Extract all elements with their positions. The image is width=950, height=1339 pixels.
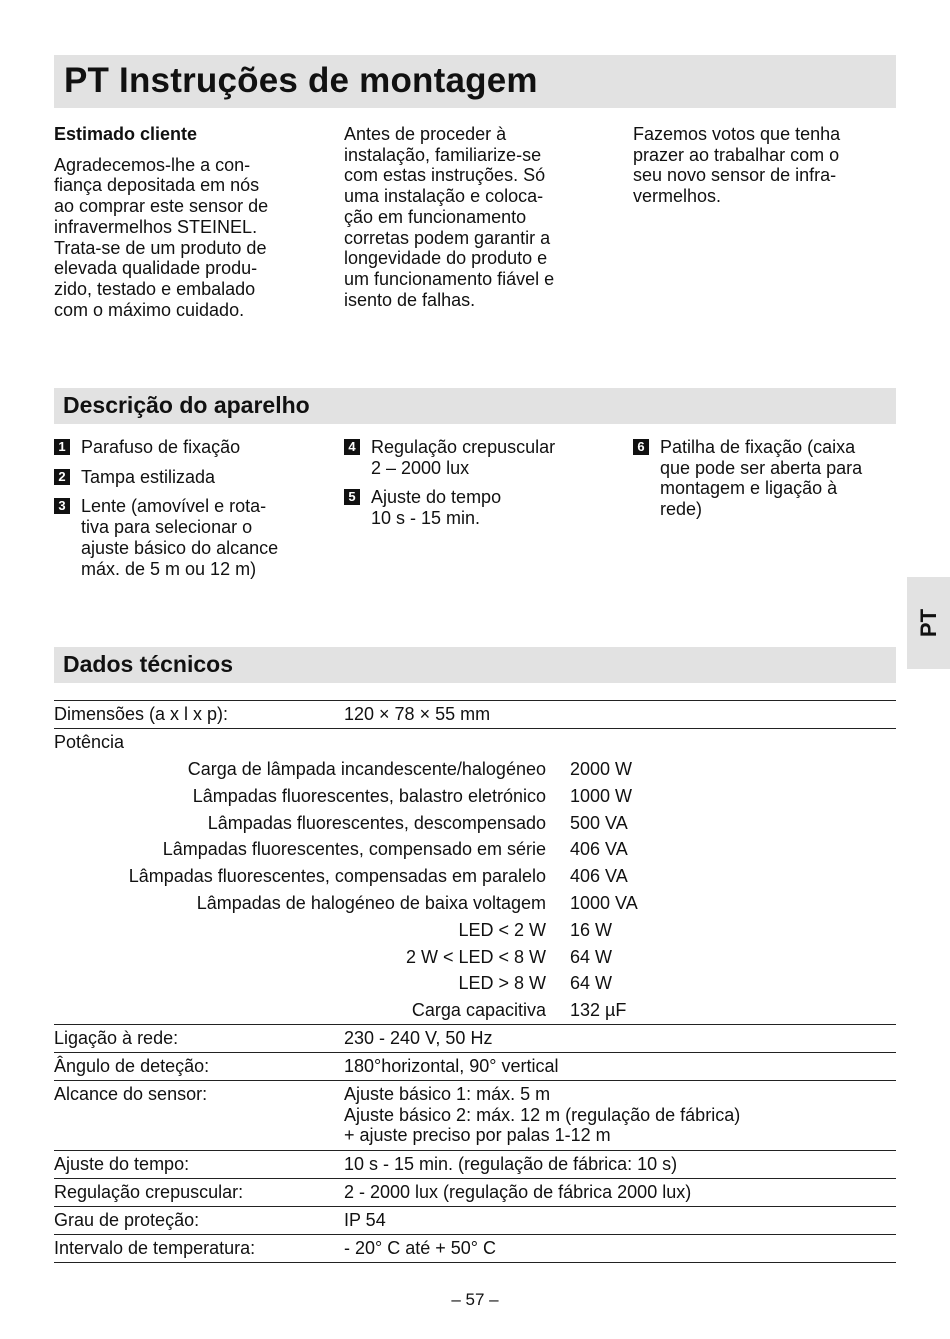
description-item	[633, 437, 903, 520]
description-item	[54, 496, 324, 579]
intro-line: infravermelhos STEINEL.	[54, 216, 258, 237]
technical-row	[54, 700, 896, 728]
intro-line: com o máximo cuidado.	[54, 299, 245, 320]
description-item	[54, 467, 324, 488]
technical-row	[54, 863, 896, 890]
technical-value-line: 406 VA	[570, 839, 628, 860]
technical-row-label: Lâmpadas fluorescentes, descompensado	[207, 812, 546, 833]
intro-text-2	[344, 124, 614, 310]
technical-row-label: Lâmpadas fluorescentes, compensado em série	[162, 839, 546, 860]
technical-section-band	[54, 647, 896, 683]
technical-value-line: 2 - 2000 lux (regulação de fábrica 2000 lux)	[344, 1182, 692, 1203]
technical-row-label: Alcance do sensor:	[54, 1083, 208, 1104]
technical-row-value	[570, 866, 628, 887]
item-number-badge: 1	[54, 439, 70, 455]
technical-row-label: Ângulo de deteção:	[54, 1055, 210, 1076]
technical-value-line: Ajuste básico 2: máx. 12 m (regulação de fábrica)	[344, 1104, 741, 1125]
technical-row-label: Dimensões (a x l x p):	[54, 704, 229, 724]
technical-row	[54, 836, 896, 863]
description-item-line: Patilha de fixação (caixa	[660, 437, 856, 457]
intro-line: Antes de proceder à	[344, 124, 507, 144]
description-item-line: máx. de 5 m ou 12 m)	[81, 558, 257, 579]
technical-value-line: - 20° C até + 50° C	[344, 1238, 496, 1259]
technical-row	[54, 810, 896, 837]
technical-row-value	[344, 1154, 677, 1175]
item-number-badge: 2	[54, 469, 70, 485]
technical-data-table	[54, 700, 896, 1263]
language-side-tab	[907, 577, 950, 669]
technical-value-line: 64 W	[570, 973, 613, 994]
technical-row-label: Lâmpadas fluorescentes, balastro eletrónico	[192, 785, 546, 806]
description-column-2	[344, 437, 614, 538]
description-item-line: Tampa estilizada	[81, 466, 216, 487]
technical-row-value	[344, 1028, 492, 1049]
technical-row	[54, 970, 896, 997]
description-item-line: rede)	[660, 499, 703, 520]
description-column-1	[54, 437, 324, 588]
technical-row	[54, 917, 896, 944]
technical-row	[54, 1150, 896, 1178]
technical-row	[54, 997, 896, 1024]
intro-line: elevada qualidade produ-	[54, 258, 258, 279]
technical-value-line: 120 × 78 × 55 mm	[344, 704, 491, 724]
technical-row-value	[570, 893, 638, 914]
description-item-line: 10 s - 15 min.	[371, 508, 481, 529]
description-item	[344, 437, 614, 478]
description-item-line: 2 – 2000 lux	[371, 457, 470, 478]
technical-value-line: Ajuste básico 1: máx. 5 m	[344, 1083, 551, 1104]
technical-title: Dados técnicos	[63, 651, 233, 677]
technical-value-line: 406 VA	[570, 866, 628, 887]
intro-line: uma instalação e coloca-	[344, 186, 544, 207]
technical-row	[54, 1178, 896, 1206]
technical-row	[54, 890, 896, 917]
intro-line: com estas instruções. Só	[344, 165, 546, 186]
technical-row	[54, 783, 896, 810]
description-item	[54, 437, 324, 458]
technical-row-label: Ligação à rede:	[54, 1027, 179, 1048]
description-item-line: que pode ser aberta para	[660, 457, 863, 478]
item-number-badge: 4	[344, 439, 360, 455]
intro-line: prazer ao trabalhar com o	[633, 144, 840, 165]
description-item-line: Ajuste do tempo	[371, 487, 502, 508]
technical-row	[54, 728, 896, 756]
page-title: PT Instruções de montagem	[64, 61, 538, 100]
intro-text-1	[54, 155, 324, 321]
intro-line: um funcionamento fiável e	[344, 268, 555, 289]
technical-row-label: 2 W < LED < 8 W	[405, 946, 546, 967]
intro-line: ção em funcionamento	[344, 206, 527, 227]
item-number-badge: 6	[633, 439, 649, 455]
technical-row-value	[344, 1056, 559, 1077]
technical-value-line: 1000 VA	[570, 892, 638, 913]
intro-line: longevidade do produto e	[344, 248, 548, 269]
intro-line: Agradecemos-lhe a con-	[54, 154, 251, 175]
description-item-line: tiva para selecionar o	[81, 517, 253, 538]
intro-column-2	[344, 124, 614, 310]
technical-value-line: IP 54	[344, 1210, 386, 1231]
description-item-line: Regulação crepuscular	[371, 437, 556, 457]
technical-row-label: LED < 2 W	[458, 919, 546, 940]
technical-row-value	[570, 813, 628, 834]
description-section-band	[54, 388, 896, 424]
technical-row	[54, 1234, 896, 1263]
technical-row-value	[344, 1210, 386, 1231]
intro-text-3	[633, 124, 903, 207]
intro-line: Trata-se de um produto de	[54, 237, 267, 258]
technical-row-label: Intervalo de temperatura:	[54, 1238, 256, 1259]
intro-line: corretas podem garantir a	[344, 227, 551, 248]
technical-row-value	[344, 1182, 691, 1203]
item-number-badge: 3	[54, 498, 70, 514]
intro-line: vermelhos.	[633, 186, 722, 207]
intro-line: ao comprar este sensor de	[54, 196, 269, 217]
technical-row-label: Ajuste do tempo:	[54, 1154, 190, 1175]
technical-row	[54, 756, 896, 783]
page-title-band	[54, 55, 896, 108]
item-number-badge: 5	[344, 489, 360, 505]
description-item-line: ajuste básico do alcance	[81, 537, 279, 558]
technical-row-value	[570, 947, 612, 968]
technical-row-value	[570, 839, 628, 860]
technical-row-label: Grau de proteção:	[54, 1210, 200, 1231]
technical-row	[54, 1024, 896, 1052]
intro-column-3	[633, 124, 903, 207]
technical-value-line: + ajuste preciso por palas 1-12 m	[344, 1125, 611, 1146]
technical-row-value	[344, 1238, 496, 1259]
technical-row-value	[344, 1084, 740, 1146]
technical-row-value	[570, 1000, 626, 1021]
technical-row-value	[570, 973, 612, 994]
intro-column-1	[54, 124, 324, 320]
intro-line: fiança depositada em nós	[54, 175, 260, 196]
technical-row-value	[344, 704, 490, 725]
description-item	[344, 487, 614, 528]
language-side-tab-label: PT	[915, 608, 941, 638]
intro-line: isento de falhas.	[344, 289, 476, 310]
technical-row-value	[570, 759, 632, 780]
technical-row-label: LED > 8 W	[458, 973, 546, 994]
technical-value-line: 64 W	[570, 946, 613, 967]
technical-value-line: 2000 W	[570, 759, 633, 779]
description-item-line: Parafuso de fixação	[81, 437, 241, 457]
technical-row	[54, 1080, 896, 1150]
intro-line: zido, testado e embalado	[54, 278, 256, 299]
technical-row-value	[570, 920, 612, 941]
intro-line: seu novo sensor de infra-	[633, 165, 837, 186]
intro-line: Fazemos votos que tenha	[633, 124, 841, 144]
technical-value-line: 180°horizontal, 90° vertical	[344, 1055, 559, 1076]
technical-value-line: 132 µF	[570, 1000, 627, 1021]
technical-row-label: Carga capacitiva	[411, 1000, 546, 1021]
intro-heading: Estimado cliente	[54, 124, 198, 144]
technical-row-label: Regulação crepuscular:	[54, 1182, 244, 1203]
technical-value-line: 500 VA	[570, 812, 628, 833]
technical-row-label: Potência	[54, 732, 125, 752]
technical-value-line: 16 W	[570, 919, 613, 940]
technical-row	[54, 1052, 896, 1080]
intro-line: instalação, familiarize-se	[344, 144, 542, 165]
technical-row-value	[570, 786, 632, 807]
description-column-3	[633, 437, 903, 529]
technical-row	[54, 944, 896, 971]
description-title: Descrição do aparelho	[63, 392, 310, 418]
technical-row	[54, 1206, 896, 1234]
description-item-line: montagem e ligação à	[660, 478, 838, 499]
technical-value-line: 1000 W	[570, 785, 633, 806]
description-item-line: Lente (amovível e rota-	[81, 496, 267, 517]
technical-value-line: 230 - 240 V, 50 Hz	[344, 1027, 493, 1048]
technical-row-label: Carga de lâmpada incandescente/halogéneo	[187, 759, 546, 779]
technical-value-line: 10 s - 15 min. (regulação de fábrica: 10 s)	[344, 1154, 678, 1175]
page-number: – 57 –	[451, 1290, 499, 1309]
technical-row-label: Lâmpadas de halogéneo de baixa voltagem	[196, 892, 546, 913]
technical-row-label: Lâmpadas fluorescentes, compensadas em paralelo	[128, 866, 546, 887]
